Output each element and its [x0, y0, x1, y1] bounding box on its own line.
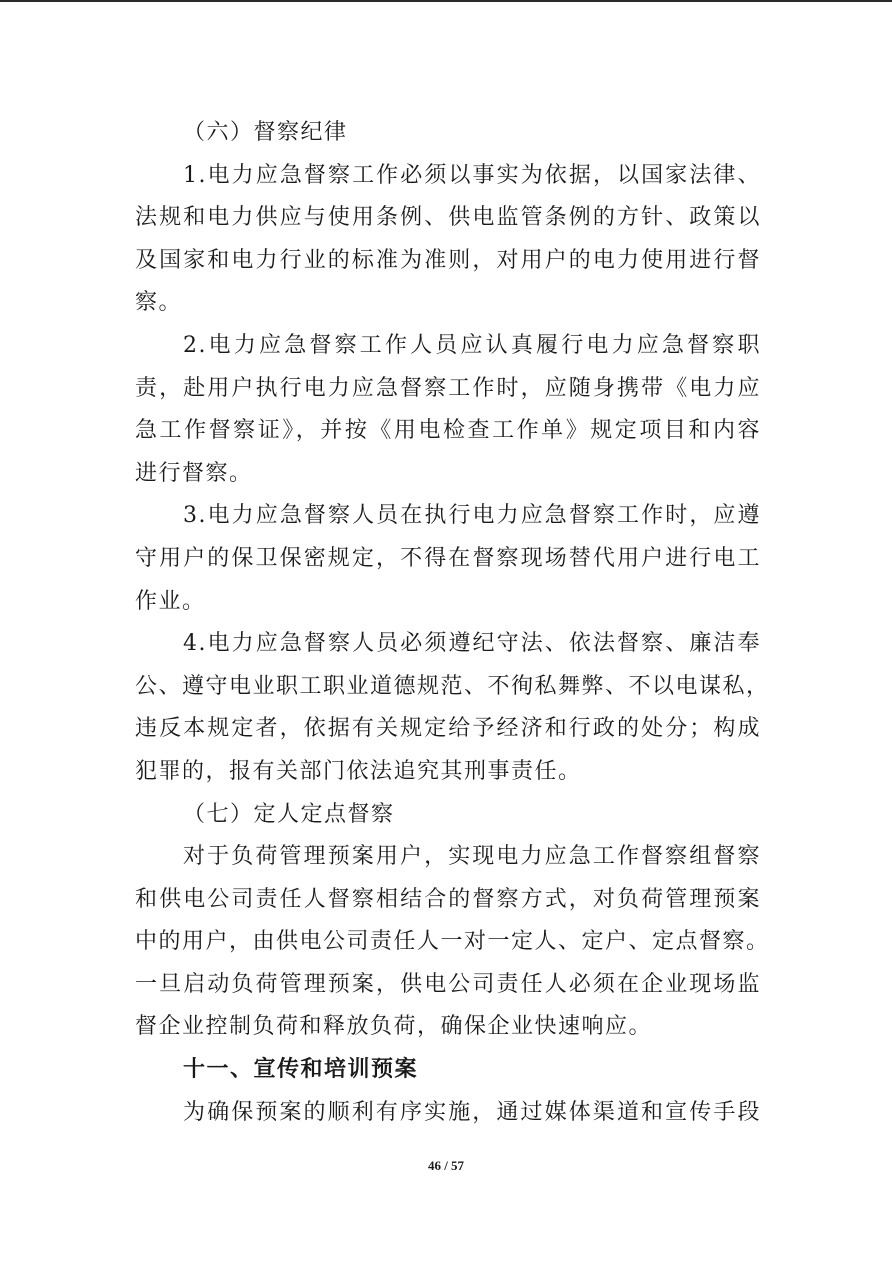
- paragraph-5-line-1: 对于负荷管理预案用户，实现电力应急工作督察组督察: [183, 844, 761, 870]
- document-body: [135, 112, 770, 1134]
- section-heading-fixed-point: （七）定人定点督察: [183, 801, 395, 827]
- paragraph-4-line-4: 犯罪的，报有关部门依法追究其刑事责任。: [135, 758, 582, 784]
- paragraph-6-line-1: 为确保预案的顺利有序实施，通过媒体渠道和宣传手段: [183, 1099, 761, 1125]
- paragraph-3-line-1: 3.电力应急督察人员在执行电力应急督察工作时，应遵: [183, 503, 761, 529]
- paragraph-4-line-2: 公、遵守电业职工职业道德规范、不徇私舞弊、不以电谋私，: [135, 673, 770, 699]
- paragraph-2-line-3: 急工作督察证》，并按《用电检查工作单》规定项目和内容: [135, 418, 761, 444]
- paragraph-1-line-1: 1.电力应急督察工作必须以事实为依据，以国家法律、: [183, 162, 761, 188]
- paragraph-5-line-5: 督企业控制负荷和释放负荷，确保企业快速响应。: [135, 1014, 653, 1040]
- paragraph-3-line-2: 守用户的保卫保密规定，不得在督察现场替代用户进行电工: [135, 545, 761, 571]
- paragraph-4-line-1: 4.电力应急督察人员必须遵纪守法、依法督察、廉洁奉: [183, 631, 761, 657]
- paragraph-1-line-3: 及国家和电力行业的标准为准则，对用户的电力使用进行督: [135, 247, 761, 273]
- page-number: 46 / 57: [427, 1158, 465, 1173]
- paragraph-1-line-2: 法规和电力供应与使用条例、供电监管条例的方针、政策以: [135, 205, 761, 231]
- page-top-border: [0, 0, 892, 2]
- chapter-heading-publicity-training: 十一、宣传和培训预案: [183, 1057, 419, 1083]
- paragraph-5-line-2: 和供电公司责任人督察相结合的督察方式，对负荷管理预案: [135, 886, 761, 912]
- paragraph-5-line-4: 一旦启动负荷管理预案，供电公司责任人必须在企业现场监: [135, 971, 761, 997]
- paragraph-1-line-4: 察。: [135, 290, 183, 316]
- paragraph-2-line-4: 进行督察。: [135, 460, 253, 486]
- paragraph-2-line-2: 责，赴用户执行电力应急督察工作时，应随身携带《电力应: [135, 375, 761, 401]
- paragraph-2-line-1: 2.电力应急督察工作人员应认真履行电力应急督察职: [183, 332, 761, 358]
- section-heading-discipline: （六）督察纪律: [183, 120, 348, 145]
- paragraph-3-line-3: 作业。: [135, 588, 206, 614]
- paragraph-4-line-3: 违反本规定者，依据有关规定给予经济和行政的处分；构成: [135, 716, 761, 742]
- paragraph-5-line-3: 中的用户，由供电公司责任人一对一定人、定户、定点督察。: [135, 929, 770, 955]
